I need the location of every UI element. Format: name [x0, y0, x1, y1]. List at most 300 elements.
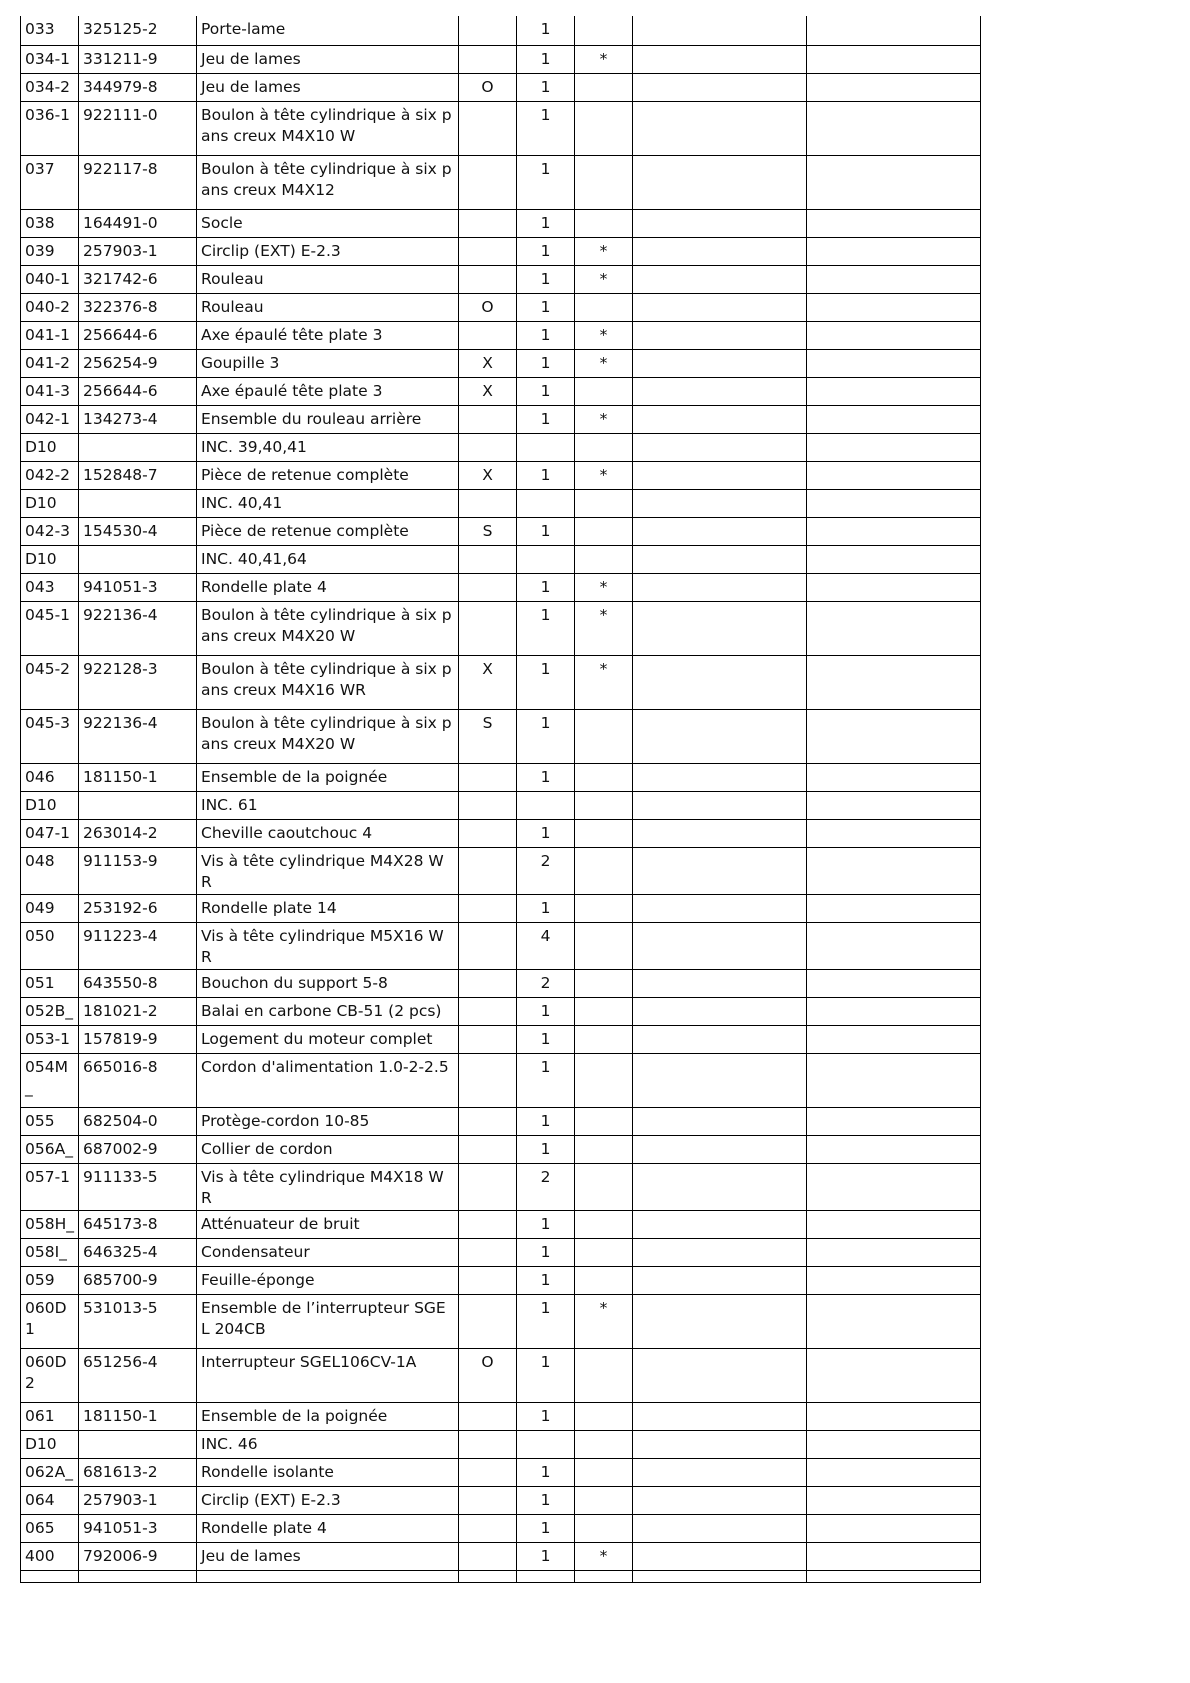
- parts-list-table: [20, 16, 981, 1583]
- part-number-cell: 911153-9: [79, 847, 197, 894]
- item-number-cell: 041-1: [21, 321, 79, 349]
- note-cell: O: [459, 1348, 517, 1402]
- description-cell: INC. 39,40,41: [197, 433, 459, 461]
- empty-cell: [807, 1210, 981, 1238]
- table-row: [21, 847, 981, 894]
- mark-cell: [575, 969, 633, 997]
- note-cell: X: [459, 349, 517, 377]
- table-row: [21, 377, 981, 405]
- part-number-cell: 911133-5: [79, 1163, 197, 1210]
- empty-cell: [807, 1514, 981, 1542]
- empty-cell: [807, 1542, 981, 1570]
- empty-cell: [807, 969, 981, 997]
- table-row: [21, 1266, 981, 1294]
- description-cell: Rouleau: [197, 265, 459, 293]
- description-cell: Boulon à tête cylindrique à six pans creux M4X12: [197, 155, 459, 209]
- quantity-cell: 1: [517, 1210, 575, 1238]
- empty-cell: [633, 349, 807, 377]
- empty-cell: [633, 517, 807, 545]
- description-cell: Pièce de retenue complète: [197, 517, 459, 545]
- mark-cell: [575, 1514, 633, 1542]
- item-number-cell: 040-1: [21, 265, 79, 293]
- description-cell: INC. 40,41: [197, 489, 459, 517]
- description-cell: Jeu de lames: [197, 1542, 459, 1570]
- description-cell: Atténuateur de bruit: [197, 1210, 459, 1238]
- empty-cell: [807, 601, 981, 655]
- part-number-cell: 687002-9: [79, 1135, 197, 1163]
- empty-cell: [807, 819, 981, 847]
- description-cell: Rouleau: [197, 293, 459, 321]
- mark-cell: *: [575, 265, 633, 293]
- mark-cell: *: [575, 573, 633, 601]
- empty-cell: [633, 655, 807, 709]
- empty-cell: [633, 461, 807, 489]
- description-cell: Rondelle plate 4: [197, 573, 459, 601]
- description-cell: Collier de cordon: [197, 1135, 459, 1163]
- item-number-cell: 064: [21, 1486, 79, 1514]
- note-cell: [459, 894, 517, 922]
- part-number-cell: 256644-6: [79, 321, 197, 349]
- quantity-cell: 1: [517, 997, 575, 1025]
- empty-cell: [807, 461, 981, 489]
- note-cell: S: [459, 517, 517, 545]
- mark-cell: [575, 922, 633, 969]
- note-cell: [459, 1107, 517, 1135]
- item-number-cell: 033: [21, 16, 79, 45]
- part-number-cell: [79, 1430, 197, 1458]
- item-number-cell: D10: [21, 791, 79, 819]
- quantity-cell: 1: [517, 293, 575, 321]
- quantity-cell: 1: [517, 73, 575, 101]
- part-number-cell: 322376-8: [79, 293, 197, 321]
- quantity-cell: 1: [517, 1458, 575, 1486]
- quantity-cell: [517, 489, 575, 517]
- quantity-cell: 1: [517, 1238, 575, 1266]
- empty-cell: [633, 405, 807, 433]
- item-number-cell: D10: [21, 545, 79, 573]
- description-cell: Socle: [197, 209, 459, 237]
- empty-cell: [633, 265, 807, 293]
- item-number-cell: 040-2: [21, 293, 79, 321]
- description-cell: Axe épaulé tête plate 3: [197, 321, 459, 349]
- mark-cell: *: [575, 237, 633, 265]
- item-number-cell: 047-1: [21, 819, 79, 847]
- table-row: [21, 1210, 981, 1238]
- empty-cell: [633, 1402, 807, 1430]
- mark-cell: [575, 16, 633, 45]
- empty-cell: [633, 1458, 807, 1486]
- mark-cell: [575, 1458, 633, 1486]
- description-cell: Ensemble du rouleau arrière: [197, 405, 459, 433]
- empty-cell: [633, 101, 807, 155]
- item-number-cell: 043: [21, 573, 79, 601]
- table-row: [21, 1135, 981, 1163]
- empty-cell: [807, 433, 981, 461]
- empty-cell: [633, 1053, 807, 1107]
- item-number-cell: 039: [21, 237, 79, 265]
- note-cell: [459, 1266, 517, 1294]
- quantity-cell: 1: [517, 45, 575, 73]
- quantity-cell: 1: [517, 1348, 575, 1402]
- empty-cell: [807, 377, 981, 405]
- note-cell: [459, 1135, 517, 1163]
- part-number-cell: [79, 545, 197, 573]
- empty-cell: [807, 1238, 981, 1266]
- part-number-cell: 922117-8: [79, 155, 197, 209]
- quantity-cell: [517, 545, 575, 573]
- part-number-cell: 911223-4: [79, 922, 197, 969]
- mark-cell: [575, 709, 633, 763]
- table-row: [21, 265, 981, 293]
- mark-cell: [575, 1348, 633, 1402]
- table-row: [21, 1238, 981, 1266]
- description-cell: Rondelle isolante: [197, 1458, 459, 1486]
- item-number-cell: 052B_: [21, 997, 79, 1025]
- quantity-cell: 1: [517, 237, 575, 265]
- item-number-cell: 045-2: [21, 655, 79, 709]
- part-number-cell: 321742-6: [79, 265, 197, 293]
- empty-cell: [807, 1486, 981, 1514]
- part-number-cell: 263014-2: [79, 819, 197, 847]
- table-row: [21, 155, 981, 209]
- item-number-cell: 034-1: [21, 45, 79, 73]
- empty-cell: [633, 847, 807, 894]
- item-number-cell: 060D1: [21, 1294, 79, 1348]
- empty-cell: [807, 73, 981, 101]
- part-number-cell: 134273-4: [79, 405, 197, 433]
- empty-cell: [807, 155, 981, 209]
- empty-cell: [633, 1210, 807, 1238]
- empty-cell: [807, 573, 981, 601]
- table-row: [21, 1294, 981, 1348]
- empty-cell: [633, 894, 807, 922]
- note-cell: [459, 1542, 517, 1570]
- mark-cell: [575, 517, 633, 545]
- empty-cell: [633, 1514, 807, 1542]
- table-row: [21, 922, 981, 969]
- mark-cell: [575, 101, 633, 155]
- table-row: [21, 1348, 981, 1402]
- part-number-cell: 682504-0: [79, 1107, 197, 1135]
- item-number-cell: 060D2: [21, 1348, 79, 1402]
- quantity-cell: 1: [517, 819, 575, 847]
- table-row: [21, 349, 981, 377]
- empty-cell: [807, 1163, 981, 1210]
- mark-cell: *: [575, 655, 633, 709]
- empty-cell: [807, 1135, 981, 1163]
- mark-cell: [575, 545, 633, 573]
- description-cell: Pièce de retenue complète: [197, 461, 459, 489]
- part-number-cell: 665016-8: [79, 1053, 197, 1107]
- table-row: [21, 969, 981, 997]
- note-cell: [459, 1430, 517, 1458]
- part-number-cell: 941051-3: [79, 1514, 197, 1542]
- mark-cell: [575, 1238, 633, 1266]
- empty-cell: [633, 969, 807, 997]
- note-cell: [459, 101, 517, 155]
- part-number-cell: 181150-1: [79, 763, 197, 791]
- part-number-cell: 325125-2: [79, 16, 197, 45]
- mark-cell: [575, 209, 633, 237]
- empty-cell: [807, 1294, 981, 1348]
- note-cell: [459, 791, 517, 819]
- empty-cell: [807, 293, 981, 321]
- empty-cell: [633, 1107, 807, 1135]
- note-cell: [459, 1210, 517, 1238]
- empty-cell: [633, 1025, 807, 1053]
- note-cell: [459, 969, 517, 997]
- table-row: [21, 1542, 981, 1570]
- item-number-cell: 059: [21, 1266, 79, 1294]
- item-number-cell: 041-2: [21, 349, 79, 377]
- item-number-cell: 054M_: [21, 1053, 79, 1107]
- table-row: [21, 1025, 981, 1053]
- item-number-cell: 061: [21, 1402, 79, 1430]
- mark-cell: [575, 791, 633, 819]
- table-row: [21, 209, 981, 237]
- empty-cell: [633, 73, 807, 101]
- empty-cell: [633, 791, 807, 819]
- note-cell: [459, 763, 517, 791]
- part-number-cell: 157819-9: [79, 1025, 197, 1053]
- mark-cell: *: [575, 321, 633, 349]
- quantity-cell: 1: [517, 1294, 575, 1348]
- item-number-cell: 400: [21, 1542, 79, 1570]
- empty-cell: [807, 894, 981, 922]
- item-number-cell: 049: [21, 894, 79, 922]
- empty-cell: [807, 45, 981, 73]
- table-row: [21, 1430, 981, 1458]
- description-cell: INC. 46: [197, 1430, 459, 1458]
- empty-cell: [633, 433, 807, 461]
- part-number-cell: 257903-1: [79, 237, 197, 265]
- item-number-cell: 042-2: [21, 461, 79, 489]
- item-number-cell: 065: [21, 1514, 79, 1542]
- empty-cell: [807, 1107, 981, 1135]
- note-cell: [459, 819, 517, 847]
- item-number-cell: 062A_: [21, 1458, 79, 1486]
- quantity-cell: 1: [517, 709, 575, 763]
- note-cell: S: [459, 709, 517, 763]
- quantity-cell: 1: [517, 377, 575, 405]
- empty-cell: [807, 1402, 981, 1430]
- quantity-cell: 1: [517, 1514, 575, 1542]
- note-cell: X: [459, 655, 517, 709]
- part-number-cell: [79, 489, 197, 517]
- table-row: [21, 489, 981, 517]
- quantity-cell: 2: [517, 1163, 575, 1210]
- empty-cell: [633, 45, 807, 73]
- part-number-cell: [79, 433, 197, 461]
- item-number-cell: D10: [21, 433, 79, 461]
- part-number-cell: 256254-9: [79, 349, 197, 377]
- quantity-cell: 1: [517, 1107, 575, 1135]
- table-row: [21, 709, 981, 763]
- empty-cell: [807, 1570, 981, 1582]
- empty-cell: [633, 573, 807, 601]
- quantity-cell: 1: [517, 209, 575, 237]
- part-number-cell: 152848-7: [79, 461, 197, 489]
- empty-cell: [807, 517, 981, 545]
- item-number-cell: 053-1: [21, 1025, 79, 1053]
- part-number-cell: 181150-1: [79, 1402, 197, 1430]
- description-cell: Ensemble de l’interrupteur SGEL 204CB: [197, 1294, 459, 1348]
- table-row: [21, 45, 981, 73]
- quantity-cell: 1: [517, 1402, 575, 1430]
- empty-cell: [633, 922, 807, 969]
- note-cell: [459, 209, 517, 237]
- item-number-cell: 057-1: [21, 1163, 79, 1210]
- quantity-cell: 2: [517, 969, 575, 997]
- note-cell: [459, 489, 517, 517]
- empty-cell: [633, 997, 807, 1025]
- empty-cell: [633, 237, 807, 265]
- empty-cell: [807, 1266, 981, 1294]
- description-cell: Feuille-éponge: [197, 1266, 459, 1294]
- part-number-cell: 164491-0: [79, 209, 197, 237]
- table-row: [21, 1053, 981, 1107]
- table-row: [21, 73, 981, 101]
- empty-cell: [807, 1025, 981, 1053]
- table-row: [21, 1458, 981, 1486]
- empty-cell: [807, 763, 981, 791]
- table-row: [21, 405, 981, 433]
- quantity-cell: [517, 1430, 575, 1458]
- quantity-cell: 1: [517, 155, 575, 209]
- mark-cell: [575, 1163, 633, 1210]
- empty-cell: [807, 847, 981, 894]
- table-row: [21, 655, 981, 709]
- mark-cell: *: [575, 405, 633, 433]
- quantity-cell: 1: [517, 349, 575, 377]
- quantity-cell: 1: [517, 763, 575, 791]
- mark-cell: [575, 1402, 633, 1430]
- description-cell: Jeu de lames: [197, 73, 459, 101]
- item-number-cell: 038: [21, 209, 79, 237]
- description-cell: Cordon d'alimentation 1.0-2-2.5: [197, 1053, 459, 1107]
- note-cell: [459, 545, 517, 573]
- item-number-cell: 037: [21, 155, 79, 209]
- note-cell: [459, 1238, 517, 1266]
- part-number-cell: 792006-9: [79, 1542, 197, 1570]
- item-number-cell: 036-1: [21, 101, 79, 155]
- table-row: [21, 101, 981, 155]
- empty-cell: [459, 1570, 517, 1582]
- item-number-cell: 048: [21, 847, 79, 894]
- part-number-cell: 253192-6: [79, 894, 197, 922]
- empty-cell: [633, 1266, 807, 1294]
- item-number-cell: D10: [21, 489, 79, 517]
- item-number-cell: 056A_: [21, 1135, 79, 1163]
- quantity-cell: 1: [517, 655, 575, 709]
- item-number-cell: 034-2: [21, 73, 79, 101]
- description-cell: Boulon à tête cylindrique à six pans creux M4X10 W: [197, 101, 459, 155]
- part-number-cell: 181021-2: [79, 997, 197, 1025]
- note-cell: O: [459, 73, 517, 101]
- mark-cell: *: [575, 1294, 633, 1348]
- description-cell: Protège-cordon 10-85: [197, 1107, 459, 1135]
- table-row: [21, 237, 981, 265]
- description-cell: Ensemble de la poignée: [197, 1402, 459, 1430]
- empty-cell: [807, 101, 981, 155]
- table-row: [21, 997, 981, 1025]
- mark-cell: [575, 894, 633, 922]
- description-cell: INC. 61: [197, 791, 459, 819]
- empty-cell: [633, 16, 807, 45]
- note-cell: [459, 45, 517, 73]
- description-cell: Goupille 3: [197, 349, 459, 377]
- description-cell: Circlip (EXT) E-2.3: [197, 237, 459, 265]
- mark-cell: [575, 1430, 633, 1458]
- note-cell: X: [459, 377, 517, 405]
- part-number-cell: 344979-8: [79, 73, 197, 101]
- empty-cell: [807, 265, 981, 293]
- table-row: [21, 16, 981, 45]
- description-cell: Rondelle plate 4: [197, 1514, 459, 1542]
- table-row: [21, 293, 981, 321]
- note-cell: [459, 573, 517, 601]
- description-cell: Boulon à tête cylindrique à six pans creux M4X16 WR: [197, 655, 459, 709]
- note-cell: [459, 237, 517, 265]
- quantity-cell: 2: [517, 847, 575, 894]
- empty-cell: [807, 1458, 981, 1486]
- note-cell: [459, 922, 517, 969]
- empty-cell: [807, 209, 981, 237]
- empty-cell: [633, 601, 807, 655]
- note-cell: [459, 1402, 517, 1430]
- empty-cell: [633, 1238, 807, 1266]
- empty-cell: [633, 545, 807, 573]
- item-number-cell: D10: [21, 1430, 79, 1458]
- note-cell: [459, 321, 517, 349]
- note-cell: [459, 847, 517, 894]
- part-number-cell: 922128-3: [79, 655, 197, 709]
- empty-cell: [633, 1542, 807, 1570]
- description-cell: Vis à tête cylindrique M5X16 WR: [197, 922, 459, 969]
- empty-cell: [633, 1163, 807, 1210]
- mark-cell: [575, 293, 633, 321]
- note-cell: X: [459, 461, 517, 489]
- empty-cell: [807, 922, 981, 969]
- item-number-cell: 042-3: [21, 517, 79, 545]
- mark-cell: [575, 1135, 633, 1163]
- quantity-cell: 1: [517, 1266, 575, 1294]
- quantity-cell: [517, 433, 575, 461]
- item-number-cell: 045-1: [21, 601, 79, 655]
- description-cell: Axe épaulé tête plate 3: [197, 377, 459, 405]
- empty-cell: [807, 349, 981, 377]
- item-number-cell: 058H_: [21, 1210, 79, 1238]
- quantity-cell: 1: [517, 1135, 575, 1163]
- mark-cell: *: [575, 45, 633, 73]
- table-row: [21, 433, 981, 461]
- empty-cell: [807, 489, 981, 517]
- note-cell: [459, 1514, 517, 1542]
- quantity-cell: 1: [517, 1486, 575, 1514]
- part-number-cell: 646325-4: [79, 1238, 197, 1266]
- part-number-cell: [79, 791, 197, 819]
- table-row: [21, 791, 981, 819]
- empty-cell: [807, 321, 981, 349]
- table-row: [21, 601, 981, 655]
- quantity-cell: 1: [517, 1542, 575, 1570]
- part-number-cell: 922111-0: [79, 101, 197, 155]
- part-number-cell: 256644-6: [79, 377, 197, 405]
- empty-cell: [633, 1570, 807, 1582]
- description-cell: Vis à tête cylindrique M4X18 WR: [197, 1163, 459, 1210]
- mark-cell: *: [575, 461, 633, 489]
- empty-cell: [807, 545, 981, 573]
